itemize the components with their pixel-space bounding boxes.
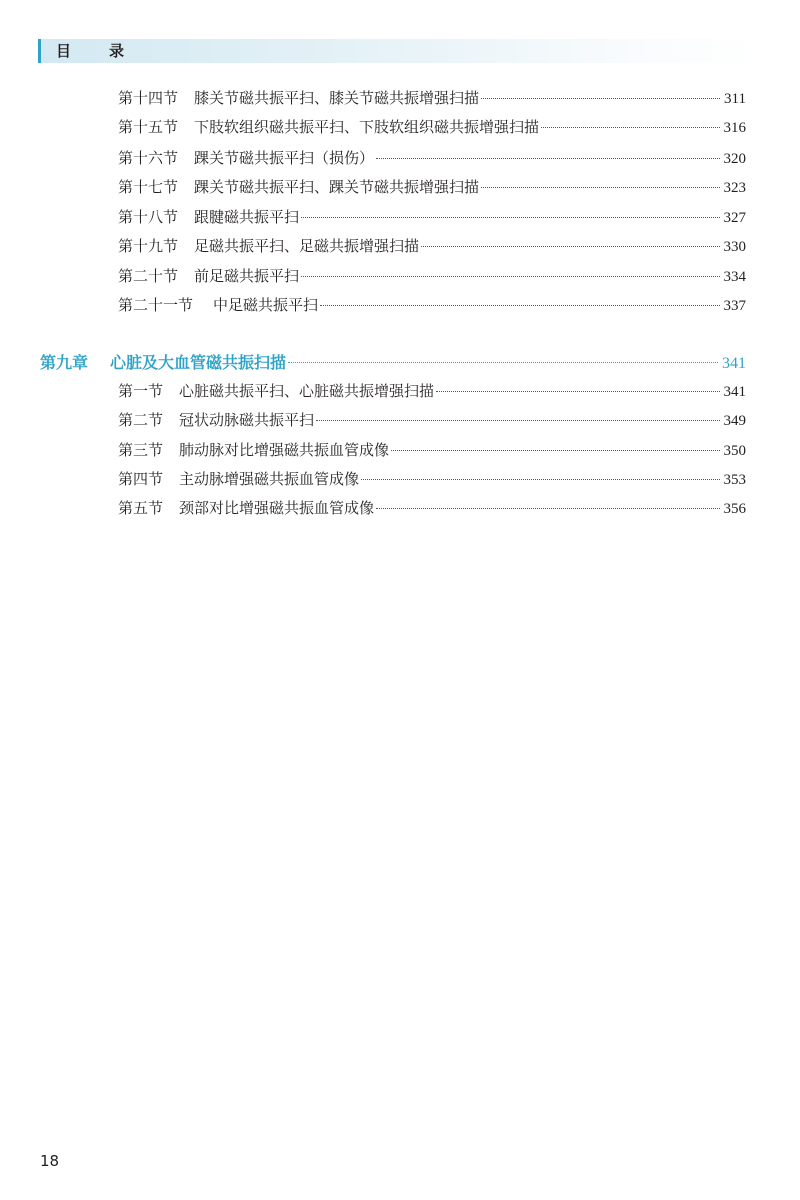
toc-entry[interactable]	[118, 438, 746, 462]
page-ref: 353	[723, 472, 746, 488]
toc-entry[interactable]	[118, 496, 746, 520]
chapter-label: 第九章	[40, 353, 89, 372]
page-ref: 337	[723, 298, 746, 314]
dot-leader	[301, 217, 719, 218]
section-title: 颈部对比增强磁共振血管成像	[179, 499, 375, 517]
page-ref: 330	[723, 239, 746, 255]
toc-entry[interactable]	[118, 234, 746, 258]
section-title: 中足磁共振平扫	[213, 296, 319, 314]
section-label: 第十六节	[118, 149, 179, 167]
section-title: 下肢软组织磁共振平扫、下肢软组织磁共振增强扫描	[194, 118, 540, 136]
toc-entry[interactable]	[118, 115, 746, 139]
section-label: 第十五节	[118, 118, 179, 136]
dot-leader	[391, 450, 719, 451]
page-ref: 323	[723, 180, 746, 196]
dot-leader	[361, 479, 719, 480]
toc-entry[interactable]	[118, 86, 746, 110]
section-label: 第十八节	[118, 208, 179, 226]
section-title: 踝关节磁共振平扫、踝关节磁共振增强扫描	[194, 178, 480, 196]
toc-entry[interactable]	[118, 175, 746, 199]
page-ref: 316	[723, 120, 746, 136]
dot-leader	[288, 362, 718, 363]
section-title: 心脏磁共振平扫、心脏磁共振增强扫描	[179, 382, 435, 400]
section-title: 踝关节磁共振平扫（损伤）	[194, 149, 375, 167]
toc-entry[interactable]	[118, 264, 746, 288]
dot-leader	[301, 276, 719, 277]
section-label: 第三节	[118, 441, 164, 459]
dot-leader	[316, 420, 719, 421]
section-label: 第十七节	[118, 178, 179, 196]
page-number: 18	[40, 1152, 60, 1170]
page-title: 目录	[56, 42, 163, 60]
section-title: 足磁共振平扫、足磁共振增强扫描	[194, 237, 420, 255]
page-ref: 350	[723, 443, 746, 459]
toc-entry[interactable]	[118, 467, 746, 491]
section-label: 第十九节	[118, 237, 179, 255]
page-ref: 356	[723, 501, 746, 517]
section-title: 跟腱磁共振平扫	[194, 208, 300, 226]
page-ref: 311	[724, 91, 746, 107]
dot-leader	[436, 391, 719, 392]
header-accent-bar	[38, 39, 41, 63]
page-ref: 334	[723, 269, 746, 285]
page-ref: 341	[723, 384, 746, 400]
section-label: 第一节	[118, 382, 164, 400]
chapter-title: 心脏及大血管磁共振扫描	[110, 353, 287, 372]
section-label: 第十四节	[118, 89, 179, 107]
dot-leader	[481, 98, 720, 99]
page-ref: 320	[723, 151, 746, 167]
section-label: 第五节	[118, 499, 164, 517]
dot-leader	[541, 127, 719, 128]
dot-leader	[320, 305, 719, 306]
page-ref: 341	[722, 355, 746, 372]
toc-entry[interactable]	[118, 205, 746, 229]
toc-entry[interactable]	[118, 146, 746, 170]
section-label: 第二十一节	[118, 296, 194, 314]
section-title: 主动脉增强磁共振血管成像	[179, 470, 360, 488]
toc-entry[interactable]	[118, 293, 746, 317]
dot-leader	[376, 508, 719, 509]
section-title: 冠状动脉磁共振平扫	[179, 411, 315, 429]
page-ref: 327	[723, 210, 746, 226]
section-label: 第四节	[118, 470, 164, 488]
dot-leader	[481, 187, 719, 188]
section-title: 肺动脉对比增强磁共振血管成像	[179, 441, 390, 459]
section-title: 膝关节磁共振平扫、膝关节磁共振增强扫描	[194, 89, 480, 107]
toc-entry[interactable]	[118, 408, 746, 432]
dot-leader	[421, 246, 719, 247]
section-label: 第二节	[118, 411, 164, 429]
page-ref: 349	[723, 413, 746, 429]
chapter-heading[interactable]	[40, 350, 746, 376]
dot-leader	[376, 158, 719, 159]
toc-entry[interactable]	[118, 379, 746, 403]
section-label: 第二十节	[118, 267, 179, 285]
section-title: 前足磁共振平扫	[194, 267, 300, 285]
